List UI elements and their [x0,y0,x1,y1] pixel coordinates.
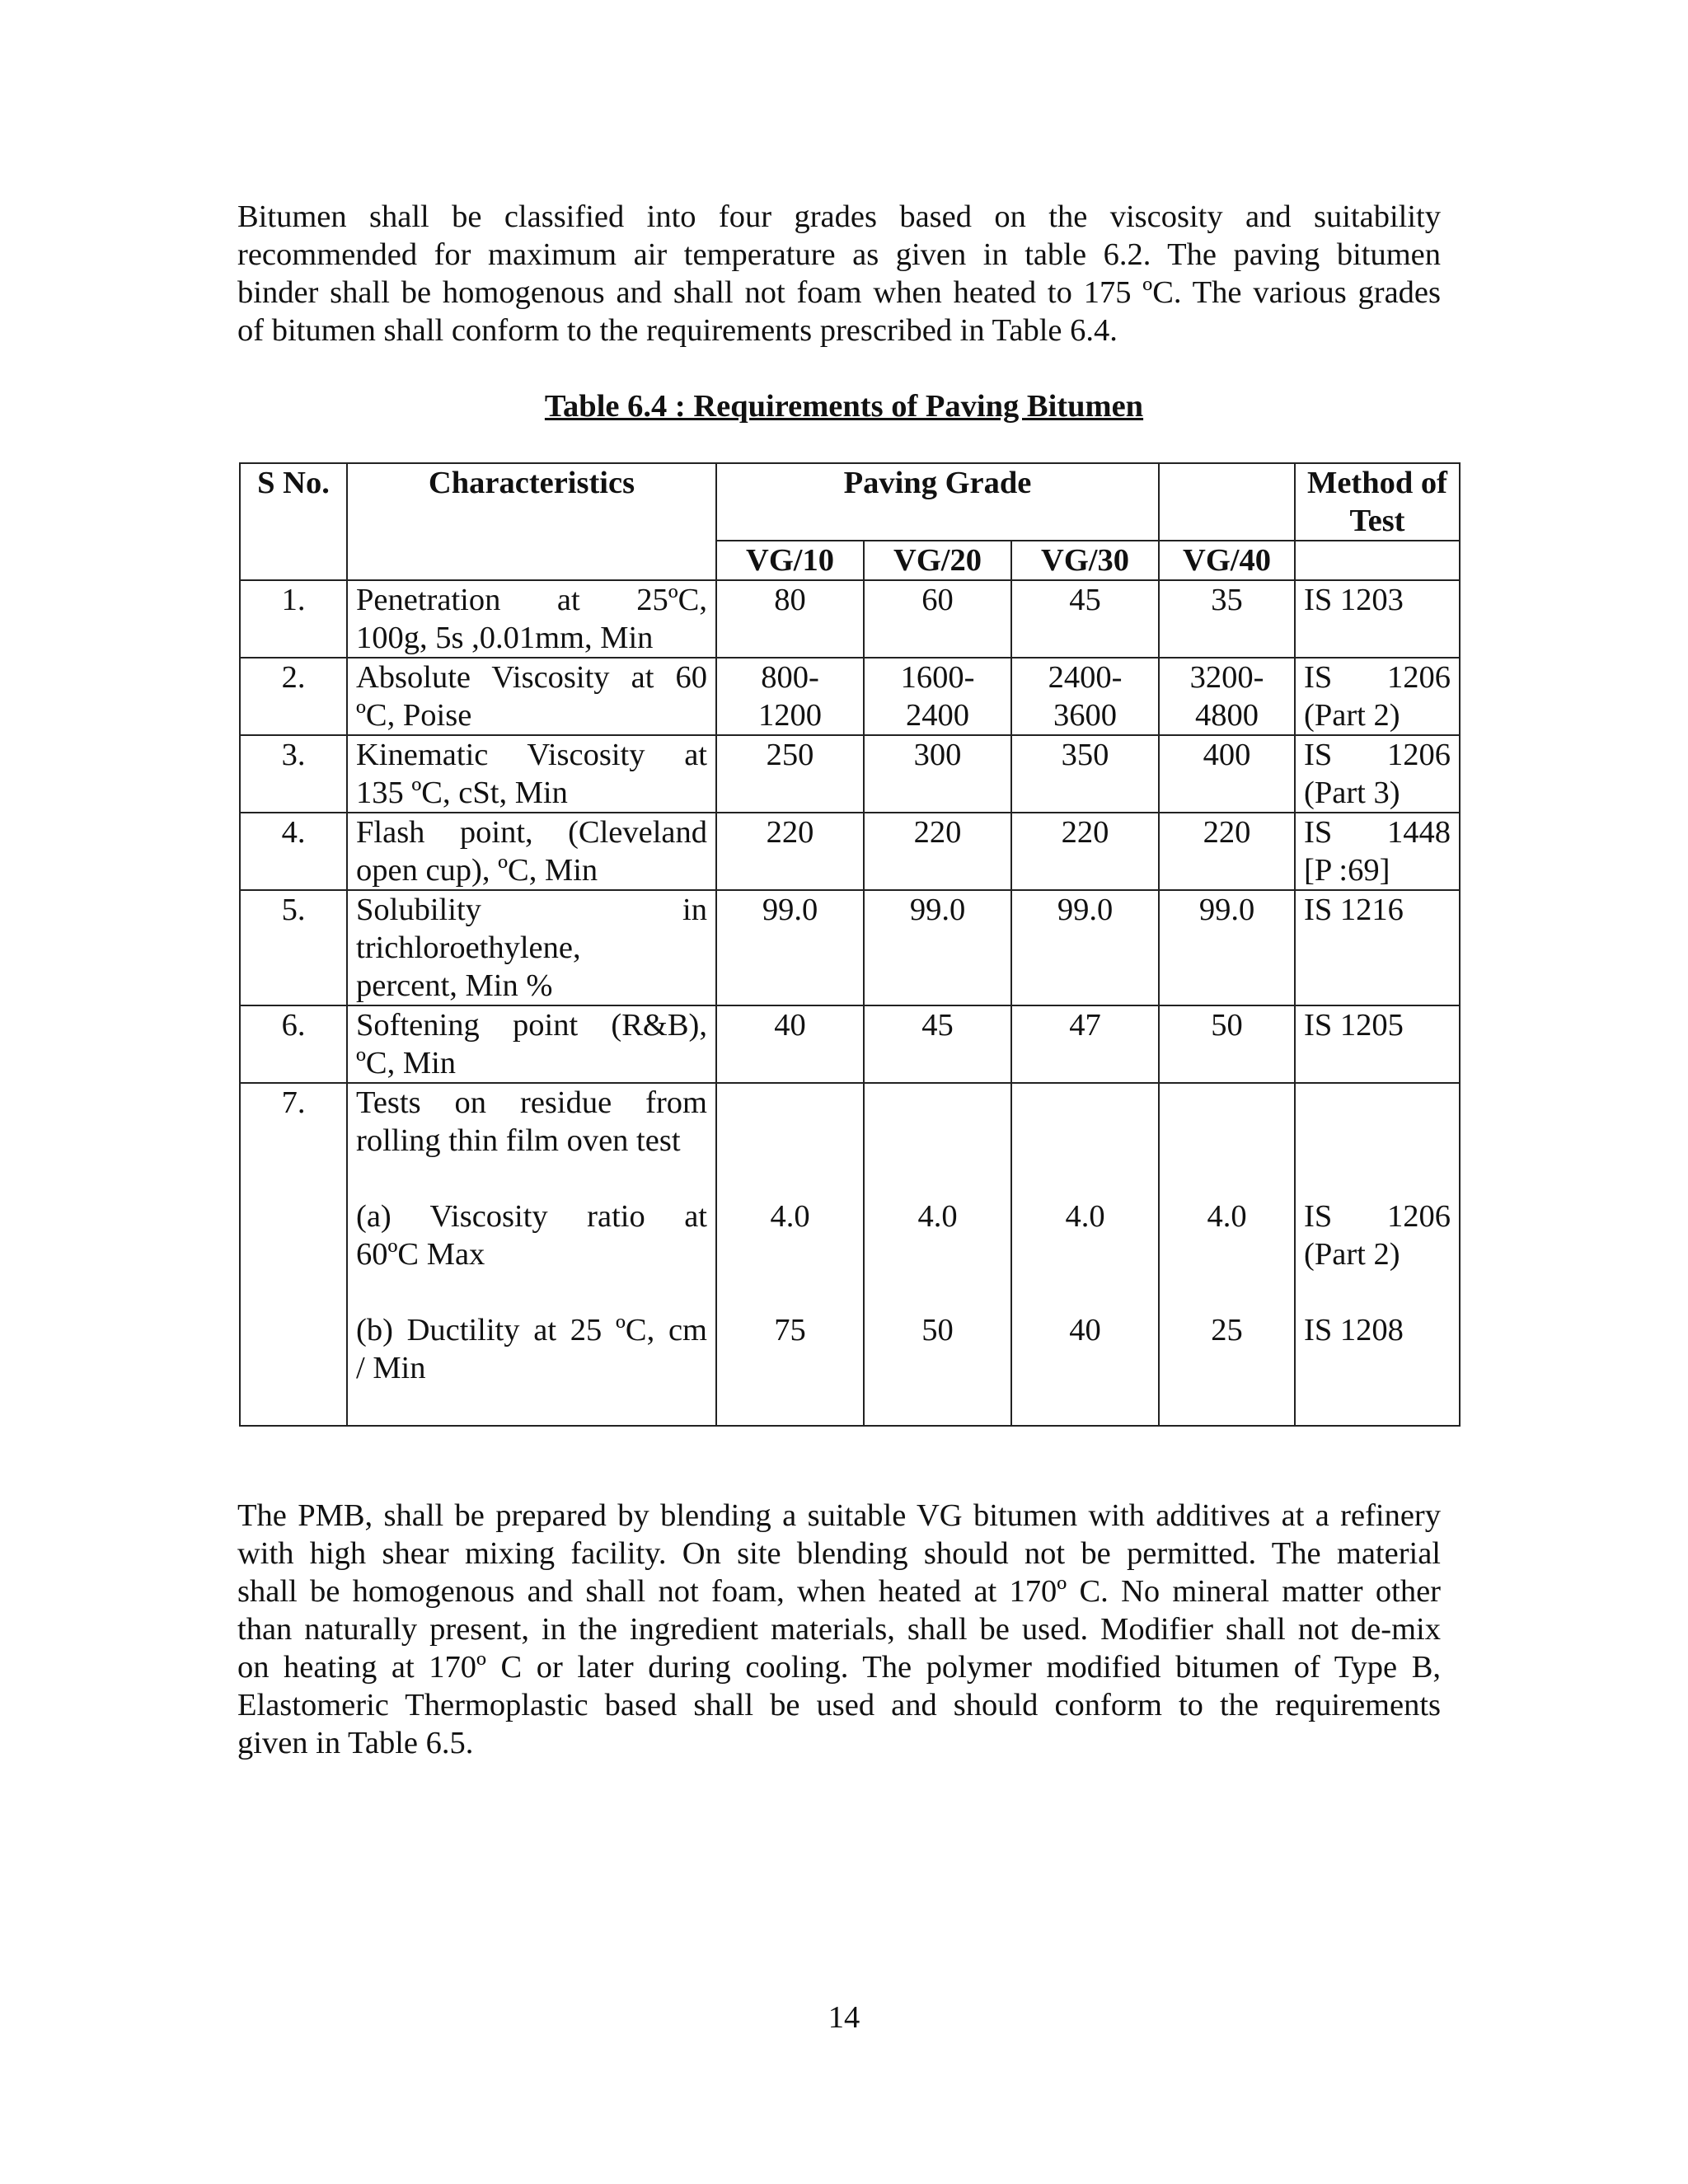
row-value: 400 [1159,735,1295,813]
cell-line: ºC, Poise [356,698,472,733]
cell-line: Kinematic Viscosity at [356,738,707,772]
spacer [1304,1084,1451,1122]
cell-line: trichloroethylene, [356,930,581,965]
spacer [873,1273,1002,1311]
cell-line: IS 1208 [1304,1313,1404,1347]
row-value [1159,1083,1295,1426]
row-characteristic [347,735,716,813]
cell-line: / Min [356,1351,426,1385]
cell-line: Softening point (R&B), [356,1008,707,1043]
value-part: 1600- [900,660,975,695]
row-sno: 1. [240,580,347,658]
table-row [240,890,1460,1005]
cell-line: IS 1448 [1304,815,1451,850]
row-value: 99.0 [716,890,864,1005]
cell-line: IS 1205 [1304,1008,1404,1043]
value-a: 4.0 [1065,1199,1105,1234]
spacer [873,1160,1002,1197]
value-a: 4.0 [917,1199,958,1234]
row-method [1295,813,1460,890]
value-part: 1200 [758,698,822,733]
row-method [1295,658,1460,735]
cell-line: percent, Min % [356,968,553,1003]
spacer [356,1387,707,1425]
spacer [1304,1160,1451,1197]
row-value: 40 [716,1005,864,1083]
spacer [356,1160,707,1197]
header-grade: VG/40 [1159,541,1295,580]
row-sno: 7. [240,1083,347,1426]
row-characteristic [347,813,716,890]
table-row [240,658,1460,735]
row-value: 350 [1011,735,1159,813]
value-part: 800- [761,660,819,695]
spacer [1304,1273,1451,1311]
header-grade: VG/30 [1011,541,1159,580]
spacer [1020,1122,1150,1160]
row-sno: 6. [240,1005,347,1083]
row-method [1295,580,1460,658]
cell-line: IS 1203 [1304,583,1404,617]
value-b: 50 [921,1313,954,1347]
row-characteristic [347,890,716,1005]
text-line: The PMB, shall be prepared by blending a suitable VG bitumen with additives at a refinery [237,1498,1441,1533]
spacer [725,1273,855,1311]
cell-line: Penetration at 25ºC, [356,583,707,617]
row-value: 300 [864,735,1011,813]
spacer [725,1122,855,1160]
value-part: 2400- [1048,660,1123,695]
cell-line: (Part 3) [1304,776,1400,810]
page-number: 14 [828,2000,860,2035]
header-characteristics: Characteristics [347,463,716,580]
spacer [873,1122,1002,1160]
cell-line: 135 ºC, cSt, Min [356,776,568,810]
spacer [356,1273,707,1311]
spacer [1168,1122,1286,1160]
row-value [864,658,1011,735]
text-line: Bitumen shall be classified into four grades based on the viscosity and suitability [237,199,1441,234]
header-grade: VG/20 [864,541,1011,580]
row-value: 99.0 [1159,890,1295,1005]
row-method [1295,890,1460,1005]
spacer [725,1084,855,1122]
value-part: 4800 [1195,698,1259,733]
row-characteristic [347,1083,716,1426]
value-b: 75 [774,1313,806,1347]
table-header-row [240,463,1460,541]
spacer [1304,1122,1451,1160]
row-value [864,1083,1011,1426]
requirements-table [239,462,1461,1427]
table-row [240,1083,1460,1426]
row-value: 250 [716,735,864,813]
header-method-blank [1295,541,1460,580]
row-sno: 3. [240,735,347,813]
row-method [1295,735,1460,813]
cell-line: Absolute Viscosity at 60 [356,660,707,695]
value-a: 4.0 [770,1199,810,1234]
header-method: Method of Test [1295,463,1460,541]
text-line: shall be homogenous and shall not foam, when heated at 170º C. No mineral matter other [237,1574,1441,1609]
row-value: 220 [716,813,864,890]
row-value: 47 [1011,1005,1159,1083]
value-part: 3200- [1189,660,1264,695]
header-blank [1159,463,1295,541]
row-value: 220 [864,813,1011,890]
row-sno: 2. [240,658,347,735]
spacer [1168,1235,1286,1273]
cell-line: IS 1206 [1304,1199,1451,1234]
cell-line: (b) Ductility at 25 ºC, cm [356,1313,707,1347]
row-value: 80 [716,580,864,658]
table-row [240,1005,1460,1083]
header-paving-grade: Paving Grade [716,463,1159,541]
cell-line: (Part 2) [1304,1237,1400,1272]
cell-line: (Part 2) [1304,698,1400,733]
header-grade: VG/10 [716,541,864,580]
table-body [240,580,1460,1426]
spacer [1168,1084,1286,1122]
cell-line: 60ºC Max [356,1237,485,1272]
table-caption: Table 6.4 : Requirements of Paving Bitumen [544,389,1144,424]
row-value: 220 [1011,813,1159,890]
row-characteristic [347,1005,716,1083]
row-value: 220 [1159,813,1295,890]
value-a: 4.0 [1207,1199,1247,1234]
row-value: 35 [1159,580,1295,658]
cell-line: Solubility in [356,893,707,927]
row-value [1011,658,1159,735]
intro-paragraph [237,198,1441,349]
cell-line: open cup), ºC, Min [356,853,598,888]
text-line: recommended for maximum air temperature as given in table 6.2. The paving bitumen [237,237,1441,272]
spacer [725,1235,855,1273]
text-line: on heating at 170º C or later during cooling. The polymer modified bitumen of Type B, [237,1650,1441,1685]
text-line: than naturally present, in the ingredient materials, shall be used. Modifier shall not de-mix [237,1612,1441,1647]
value-b: 25 [1211,1313,1243,1347]
spacer [873,1235,1002,1273]
cell-line: Tests on residue from [356,1085,707,1120]
spacer [1020,1160,1150,1197]
table-row [240,580,1460,658]
row-value: 45 [864,1005,1011,1083]
row-sno: 4. [240,813,347,890]
spacer [873,1084,1002,1122]
value-b: 40 [1069,1313,1101,1347]
text-line: with high shear mixing facility. On site blending should not be permitted. The material [237,1536,1441,1571]
cell-line: IS 1206 [1304,660,1451,695]
cell-line: IS 1206 [1304,738,1451,772]
cell-line: Flash point, (Cleveland [356,815,707,850]
row-characteristic [347,658,716,735]
row-value [716,1083,864,1426]
row-value [1011,1083,1159,1426]
header-sno: S No. [240,463,347,580]
row-value: 99.0 [1011,890,1159,1005]
value-part: 3600 [1053,698,1117,733]
spacer [725,1160,855,1197]
cell-line: rolling thin film oven test [356,1123,681,1158]
pmb-paragraph [237,1497,1441,1762]
cell-line: 100g, 5s ,0.01mm, Min [356,621,654,655]
text-line: Elastomeric Thermoplastic based shall be used and should conform to the requirements [237,1688,1441,1722]
spacer [1020,1084,1150,1122]
spacer [1020,1235,1150,1273]
spacer [1020,1273,1150,1311]
cell-line: [P :69] [1304,853,1390,888]
table-row [240,813,1460,890]
row-sno: 5. [240,890,347,1005]
row-value: 99.0 [864,890,1011,1005]
row-value: 50 [1159,1005,1295,1083]
value-part: 2400 [906,698,969,733]
cell-line: ºC, Min [356,1046,457,1080]
table-row [240,735,1460,813]
text-line: given in Table 6.5. [237,1726,474,1760]
row-value [716,658,864,735]
row-value [1159,658,1295,735]
row-value: 45 [1011,580,1159,658]
text-line: binder shall be homogenous and shall not foam when heated to 175 ºC. The various grades [237,275,1441,310]
cell-line: IS 1216 [1304,893,1404,927]
row-method [1295,1005,1460,1083]
text-line: of bitumen shall conform to the requirements prescribed in Table 6.4. [237,313,1118,348]
cell-line: (a) Viscosity ratio at [356,1199,707,1234]
spacer [1168,1160,1286,1197]
row-method [1295,1083,1460,1426]
spacer [1168,1273,1286,1311]
row-value: 60 [864,580,1011,658]
row-characteristic [347,580,716,658]
